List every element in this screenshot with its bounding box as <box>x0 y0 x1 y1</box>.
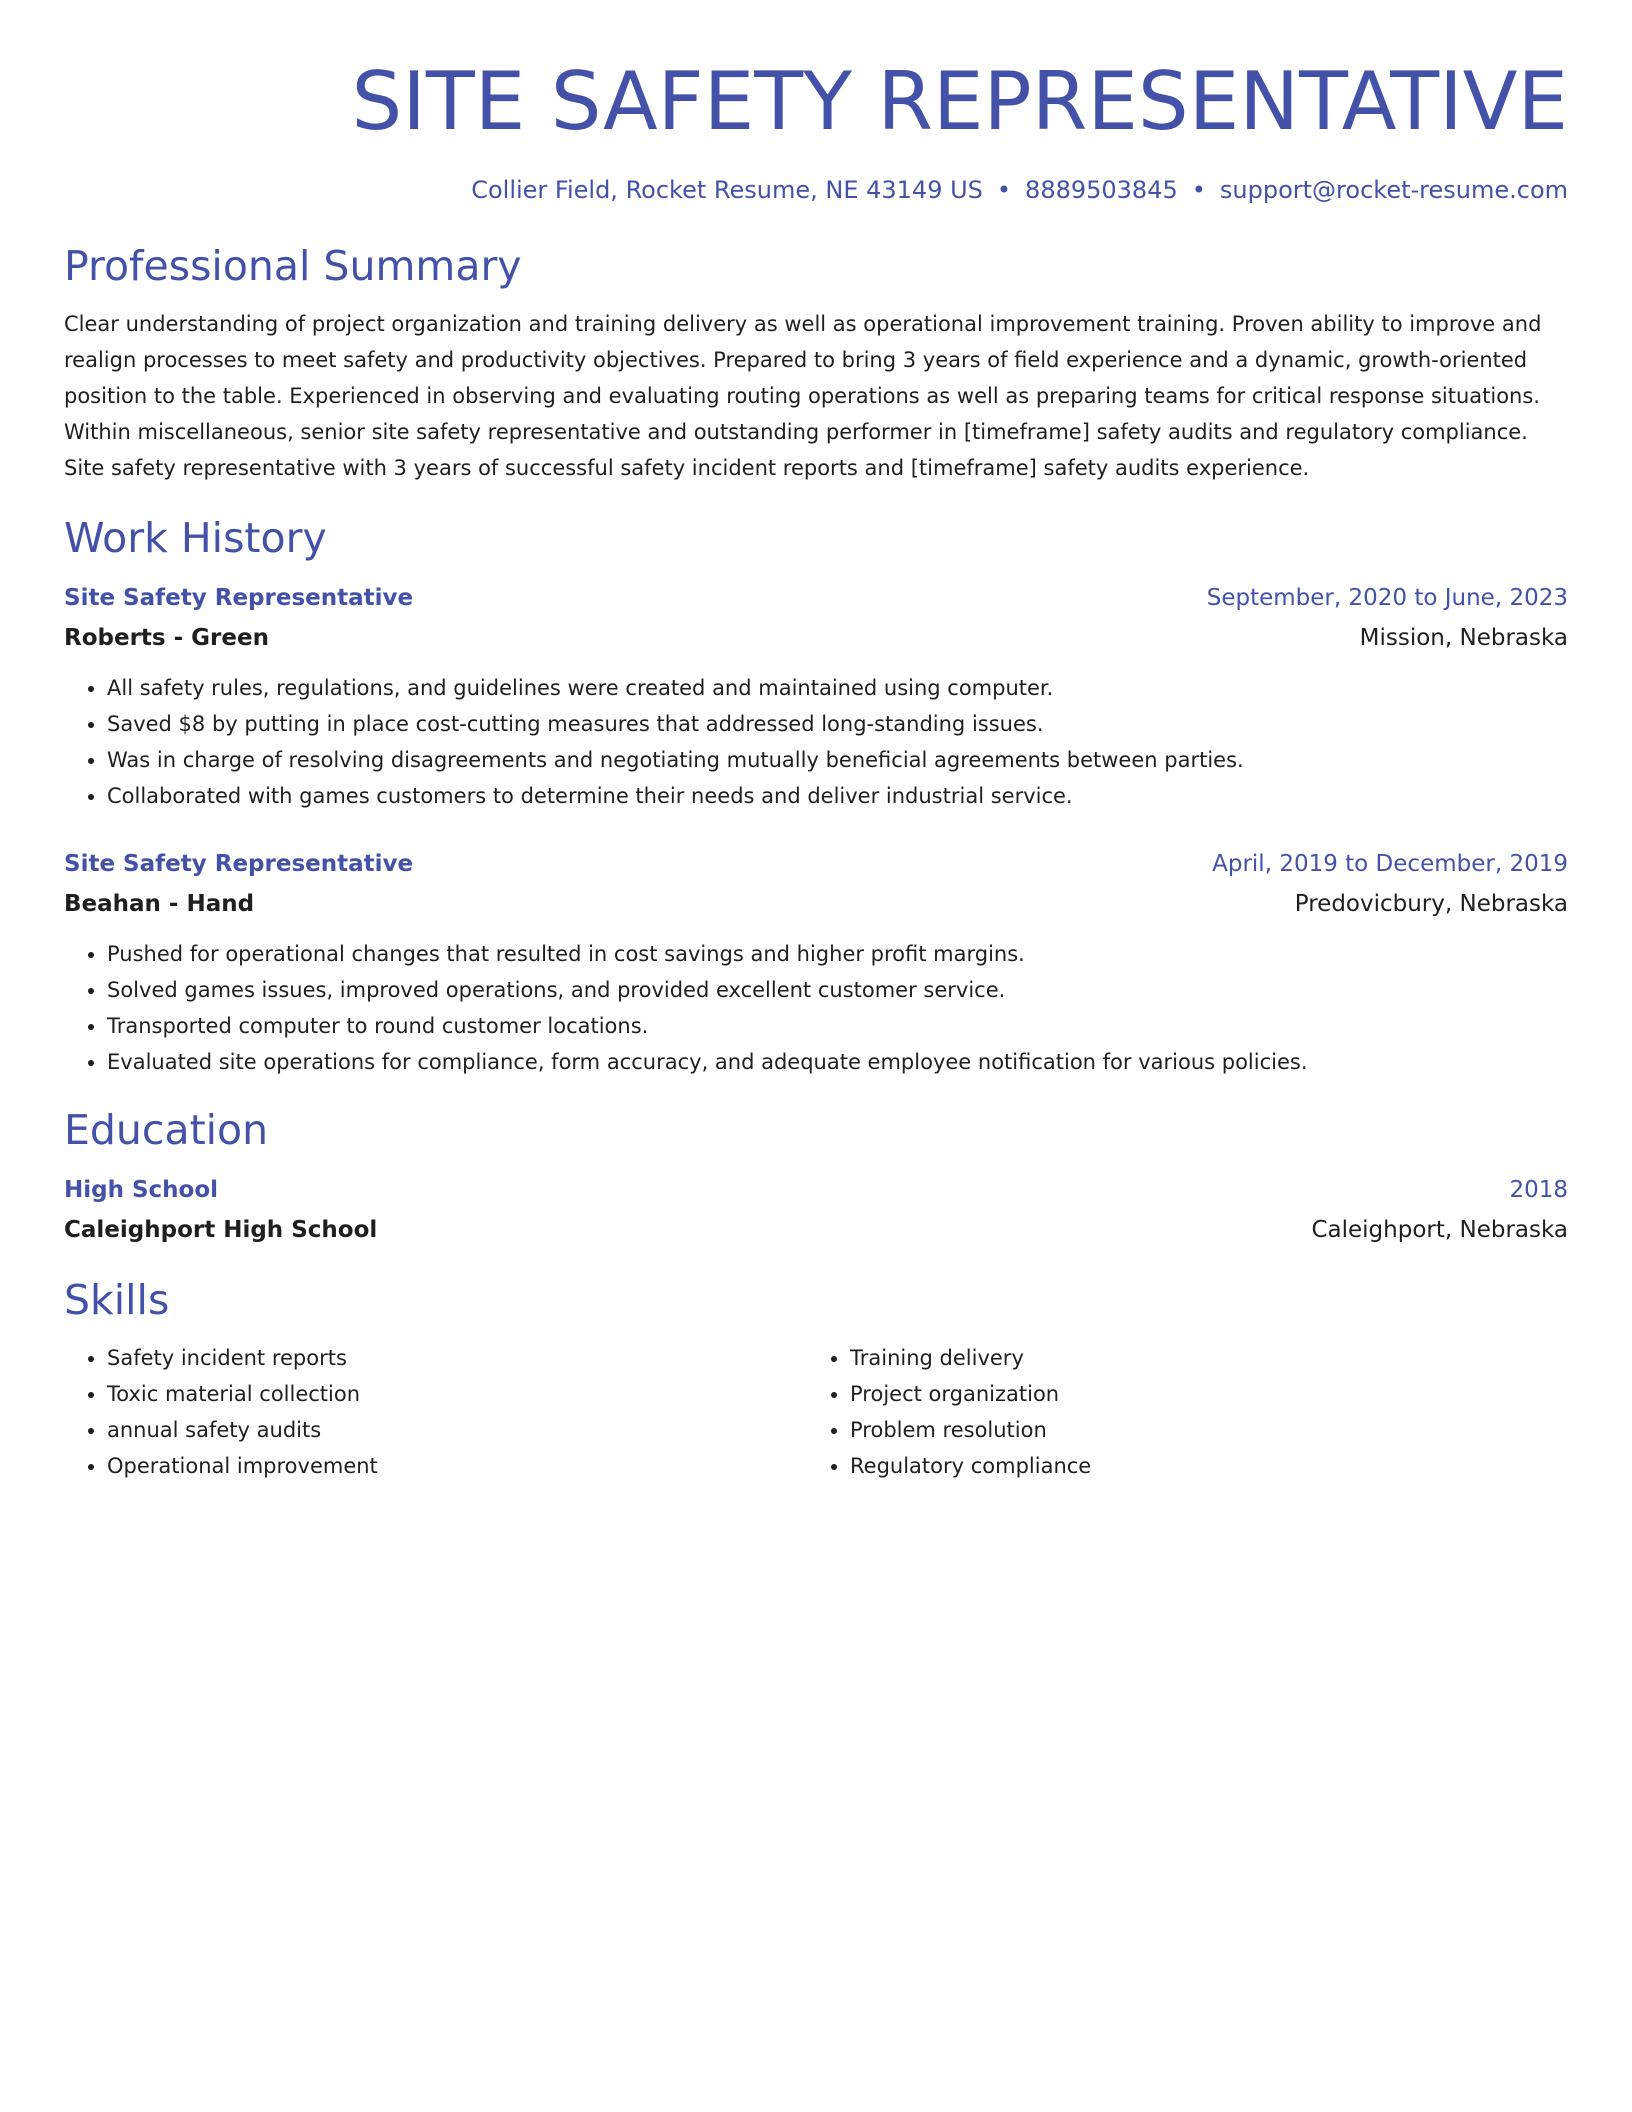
summary-heading: Professional Summary <box>64 242 522 290</box>
skills-heading: Skills <box>64 1276 170 1324</box>
job-bullet: • Was in charge of resolving disagreements and negotiating mutually beneficial agreements between parties. <box>107 742 1568 778</box>
job-bullets <box>64 936 1568 1080</box>
contact-phone: 8889503845 <box>1025 176 1178 204</box>
skill-item: • Operational improvement <box>107 1448 807 1484</box>
education-location: Caleighport, Nebraska <box>1311 1217 1568 1243</box>
job-bullet: • All safety rules, regulations, and guidelines were created and maintained using computer. <box>107 670 1568 706</box>
job-bullet: • Transported computer to round customer locations. <box>107 1008 1568 1044</box>
resume-header <box>64 0 1568 206</box>
contact-email: support@rocket-resume.com <box>1219 176 1568 204</box>
skill-item: • Problem resolution <box>850 1412 1550 1448</box>
job-header-row <box>64 578 1568 618</box>
contact-separator: • <box>996 176 1012 204</box>
job-location: Predovicbury, Nebraska <box>1294 891 1568 917</box>
skill-item: • Training delivery <box>850 1340 1550 1376</box>
skill-item: • Regulatory compliance <box>850 1448 1550 1484</box>
skills-column-left <box>64 1340 807 1484</box>
education-school: Caleighport High School <box>64 1217 378 1243</box>
contact-address: Collier Field, Rocket Resume, NE 43149 US <box>471 176 983 204</box>
contact-separator: • <box>1191 176 1206 204</box>
skills-list <box>64 1340 1568 1484</box>
job-dates: April, 2019 to December, 2019 <box>1212 851 1568 877</box>
job-bullet: • Evaluated site operations for compliance, form accuracy, and adequate employee notification for various policies. <box>107 1044 1568 1080</box>
job-entry <box>64 578 1568 814</box>
education-degree: High School <box>64 1177 219 1203</box>
job-location: Mission, Nebraska <box>1359 625 1568 651</box>
job-dates: September, 2020 to June, 2023 <box>1206 585 1568 611</box>
education-school-row <box>64 1210 1568 1250</box>
education-header-row <box>64 1170 1568 1210</box>
job-bullet: • Saved $8 by putting in place cost-cutting measures that addressed long-standing issues. <box>107 706 1568 742</box>
education-entry <box>64 1170 1568 1250</box>
job-company-row <box>64 618 1568 658</box>
job-bullet: • Pushed for operational changes that resulted in cost savings and higher profit margins. <box>107 936 1568 972</box>
education-heading: Education <box>64 1106 269 1154</box>
job-company: Roberts - Green <box>64 625 269 651</box>
contact-line <box>64 174 1568 206</box>
work-history-heading: Work History <box>64 514 327 562</box>
job-title: Site Safety Representative <box>64 851 414 877</box>
job-company-row <box>64 884 1568 924</box>
job-bullets <box>64 670 1568 814</box>
skill-item: • Project organization <box>850 1376 1550 1412</box>
skill-item: • Toxic material collection <box>107 1376 807 1412</box>
candidate-title: SITE SAFETY REPRESENTATIVE <box>351 55 1568 148</box>
job-header-row <box>64 844 1568 884</box>
job-company: Beahan - Hand <box>64 891 255 917</box>
job-bullet: • Collaborated with games customers to determine their needs and deliver industrial service. <box>107 778 1568 814</box>
job-title: Site Safety Representative <box>64 585 414 611</box>
resume-page <box>64 0 1568 1484</box>
skills-column-right <box>807 1340 1550 1484</box>
education-year: 2018 <box>1509 1177 1568 1203</box>
summary-text: Clear understanding of project organization and training delivery as well as operational improvement training. Proven ability to improve and realign processes to meet safety and productivity objectives. Prepared to bring 3 years of field experience and a dynamic, growth-oriented position to the table. Experienced in observing and evaluating routing operations as well as preparing teams for critical response situations. Within miscellaneous, senior site safety representative and outstanding performer in [timeframe] safety audits and regulatory compliance. Site safety representative with 3 years of successful safety incident reports and [timeframe] safety audits experience. <box>64 312 1542 480</box>
job-entry <box>64 844 1568 1080</box>
skill-item: • annual safety audits <box>107 1412 807 1448</box>
skill-item: • Safety incident reports <box>107 1340 807 1376</box>
job-bullet: • Solved games issues, improved operations, and provided excellent customer service. <box>107 972 1568 1008</box>
